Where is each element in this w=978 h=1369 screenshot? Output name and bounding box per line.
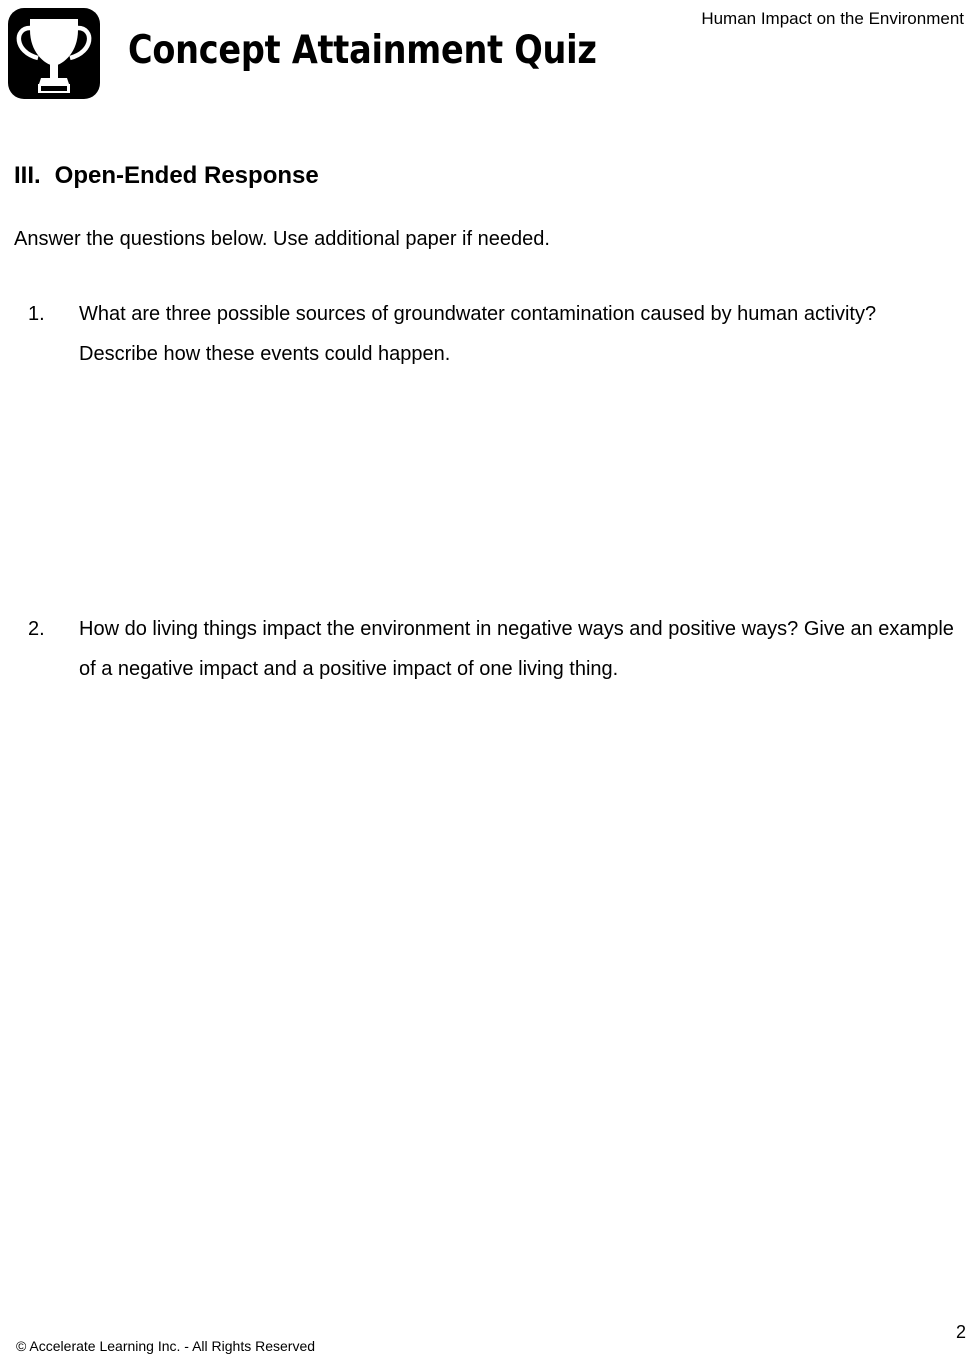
trophy-logo bbox=[8, 8, 100, 99]
document-title: Concept Attainment Quiz bbox=[128, 28, 597, 73]
page-number: 2 bbox=[955, 1322, 966, 1342]
instructions: Answer the questions below. Use additional paper if needed. bbox=[14, 228, 550, 250]
question-number: 1. bbox=[28, 303, 45, 325]
section-number: III. bbox=[14, 162, 41, 189]
document-topic: Human Impact on the Environment bbox=[701, 9, 964, 28]
section-heading bbox=[14, 162, 319, 190]
question-number: 2. bbox=[28, 618, 45, 640]
question-text: What are three possible sources of groundwater contamination caused by human activity? Describe how these events could happen. bbox=[79, 303, 877, 365]
copyright-footer: © Accelerate Learning Inc. - All Rights Reserved bbox=[16, 1338, 316, 1354]
trophy-icon bbox=[8, 8, 100, 99]
section-title: Open-Ended Response bbox=[54, 162, 319, 189]
question-text: How do living things impact the environment in negative ways and positive ways? Give an example of a negative impact and a positive impact of one living thing. bbox=[79, 618, 954, 680]
